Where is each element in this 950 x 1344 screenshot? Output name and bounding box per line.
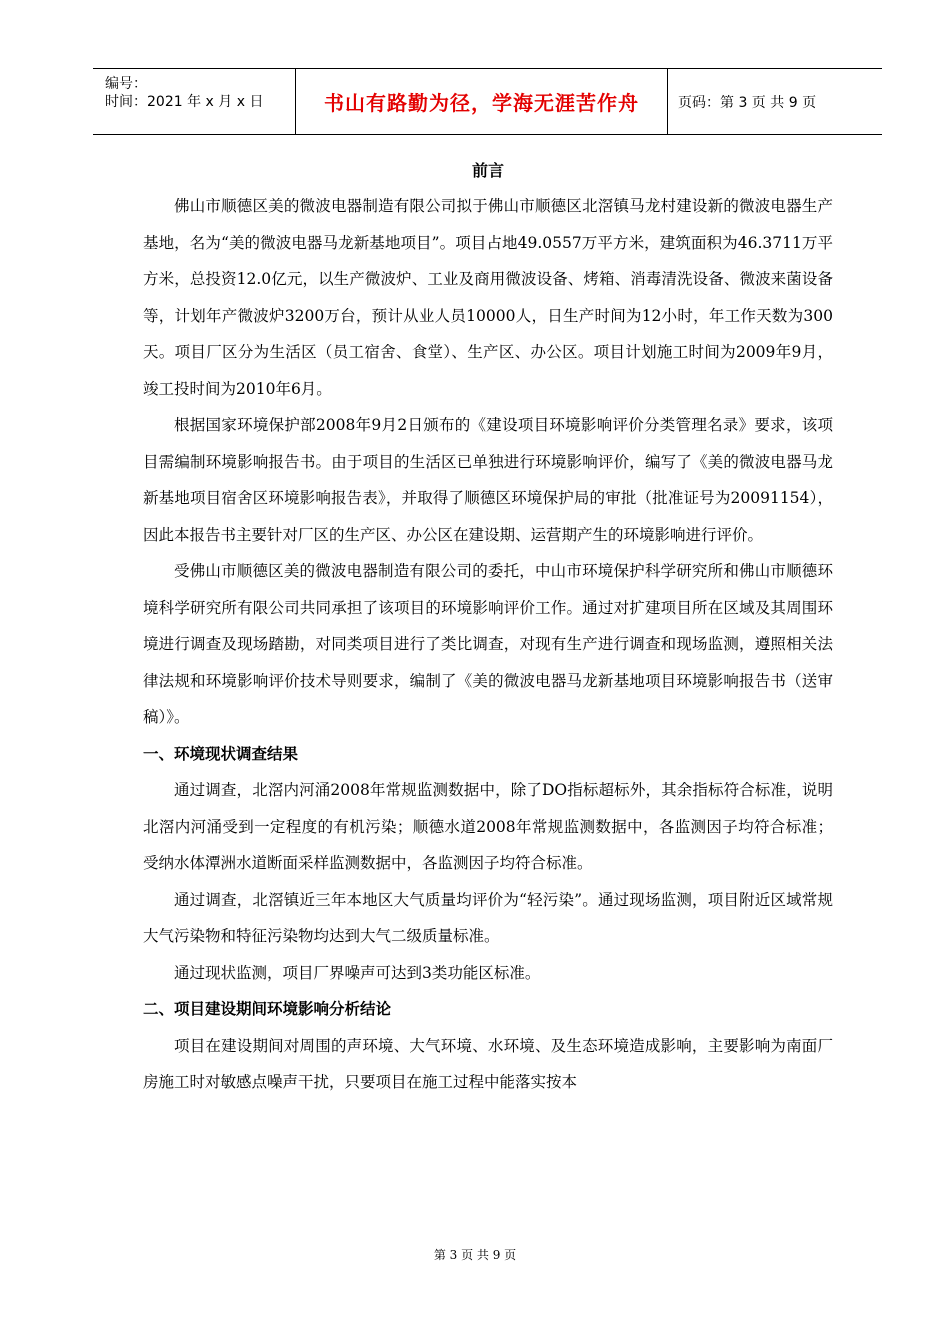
header-table bbox=[93, 68, 882, 135]
paragraph: 通过调查，北滘镇近三年本地区大气质量均评价为“轻污染”。通过现场监测，项目附近区域常规大气污染物和特征污染物均达到大气二级质量标准。 bbox=[143, 890, 833, 945]
section-heading: 一、环境现状调查结果 bbox=[143, 744, 299, 763]
document-body bbox=[143, 154, 833, 1101]
paragraph: 根据国家环境保护部2008年9月2日颁布的《建设项目环境影响评价分类管理名录》要求，该项目需编制环境影响报告书。由于项目的生活区已单独进行环境影响评价，编写了《美的微波电器马龙新基地项目宿舍区环境影响报告表》，并取得了顺德区环境保护局的审批（批准证号为20091154），因此本报告书主要针对厂区的生产区、办公区在建设期、运营期产生的环境影响进行评价。 bbox=[143, 416, 833, 544]
paragraph: 佛山市顺德区美的微波电器制造有限公司拟于佛山市顺德区北滘镇马龙村建设新的微波电器生产基地，名为“美的微波电器马龙新基地项目”。项目占地49.0557万平方米，建筑面积为46.3711万平方米，总投资12.0亿元，以生产微波炉、工业及商用微波设备、烤箱、消毒清洗设备、微波来菌设备等，计划年产微波炉3200万台，预计从业人员10000人，日生产时间为12小时，年工作天数为300天。项目厂区分为生活区（员工宿舍、食堂）、生产区、办公区。项目计划施工时间为2009年9月，竣工投时间为2010年6月。 bbox=[143, 197, 833, 398]
header-page-cell bbox=[668, 69, 882, 134]
page-footer: 第 3 页 共 9 页 bbox=[433, 1248, 517, 1262]
header-motto-cell bbox=[296, 69, 668, 134]
paragraph: 受佛山市顺德区美的微波电器制造有限公司的委托，中山市环境保护科学研究所和佛山市顺德环境科学研究所有限公司共同承担了该项目的环境影响评价工作。通过对扩建项目所在区域及其周围环境进行调查及现场踏勘，对同类项目进行了类比调查，对现有生产进行调查和现场监测，遵照相关法律法规和环境影响评价技术导则要求，编制了《美的微波电器马龙新基地项目环境影响报告书（送审稿）》。 bbox=[143, 562, 833, 726]
date-label: 时间：2021 年 x 月 x 日 bbox=[105, 94, 264, 110]
paragraph: 通过现状监测，项目厂界噪声可达到3类功能区标准。 bbox=[174, 963, 541, 982]
section-heading: 二、项目建设期间环境影响分析结论 bbox=[143, 1000, 392, 1018]
paragraph: 通过调查，北滘内河涌2008年常规监测数据中，除了DO指标超标外，其余指标符合标准，说明北滘内河涌受到一定程度的有机污染；顺德水道2008年常规监测数据中，各监测因子均符合标准；受纳水体潭洲水道断面采样监测数据中，各监测因子均符合标准。 bbox=[143, 781, 833, 872]
serial-label: 编号： bbox=[105, 76, 147, 92]
motto-text: 书山有路勤为径，学海无涯苦作舟 bbox=[324, 91, 639, 115]
paragraph: 项目在建设期间对周围的声环境、大气环境、水环境、及生态环境造成影响，主要影响为南面厂房施工时对敏感点噪声干扰，只要项目在施工过程中能落实按本 bbox=[143, 1036, 833, 1091]
page-label: 页码：第 3 页 共 9 页 bbox=[678, 94, 817, 111]
header-info-cell bbox=[93, 69, 296, 134]
page-title: 前言 bbox=[471, 161, 504, 180]
